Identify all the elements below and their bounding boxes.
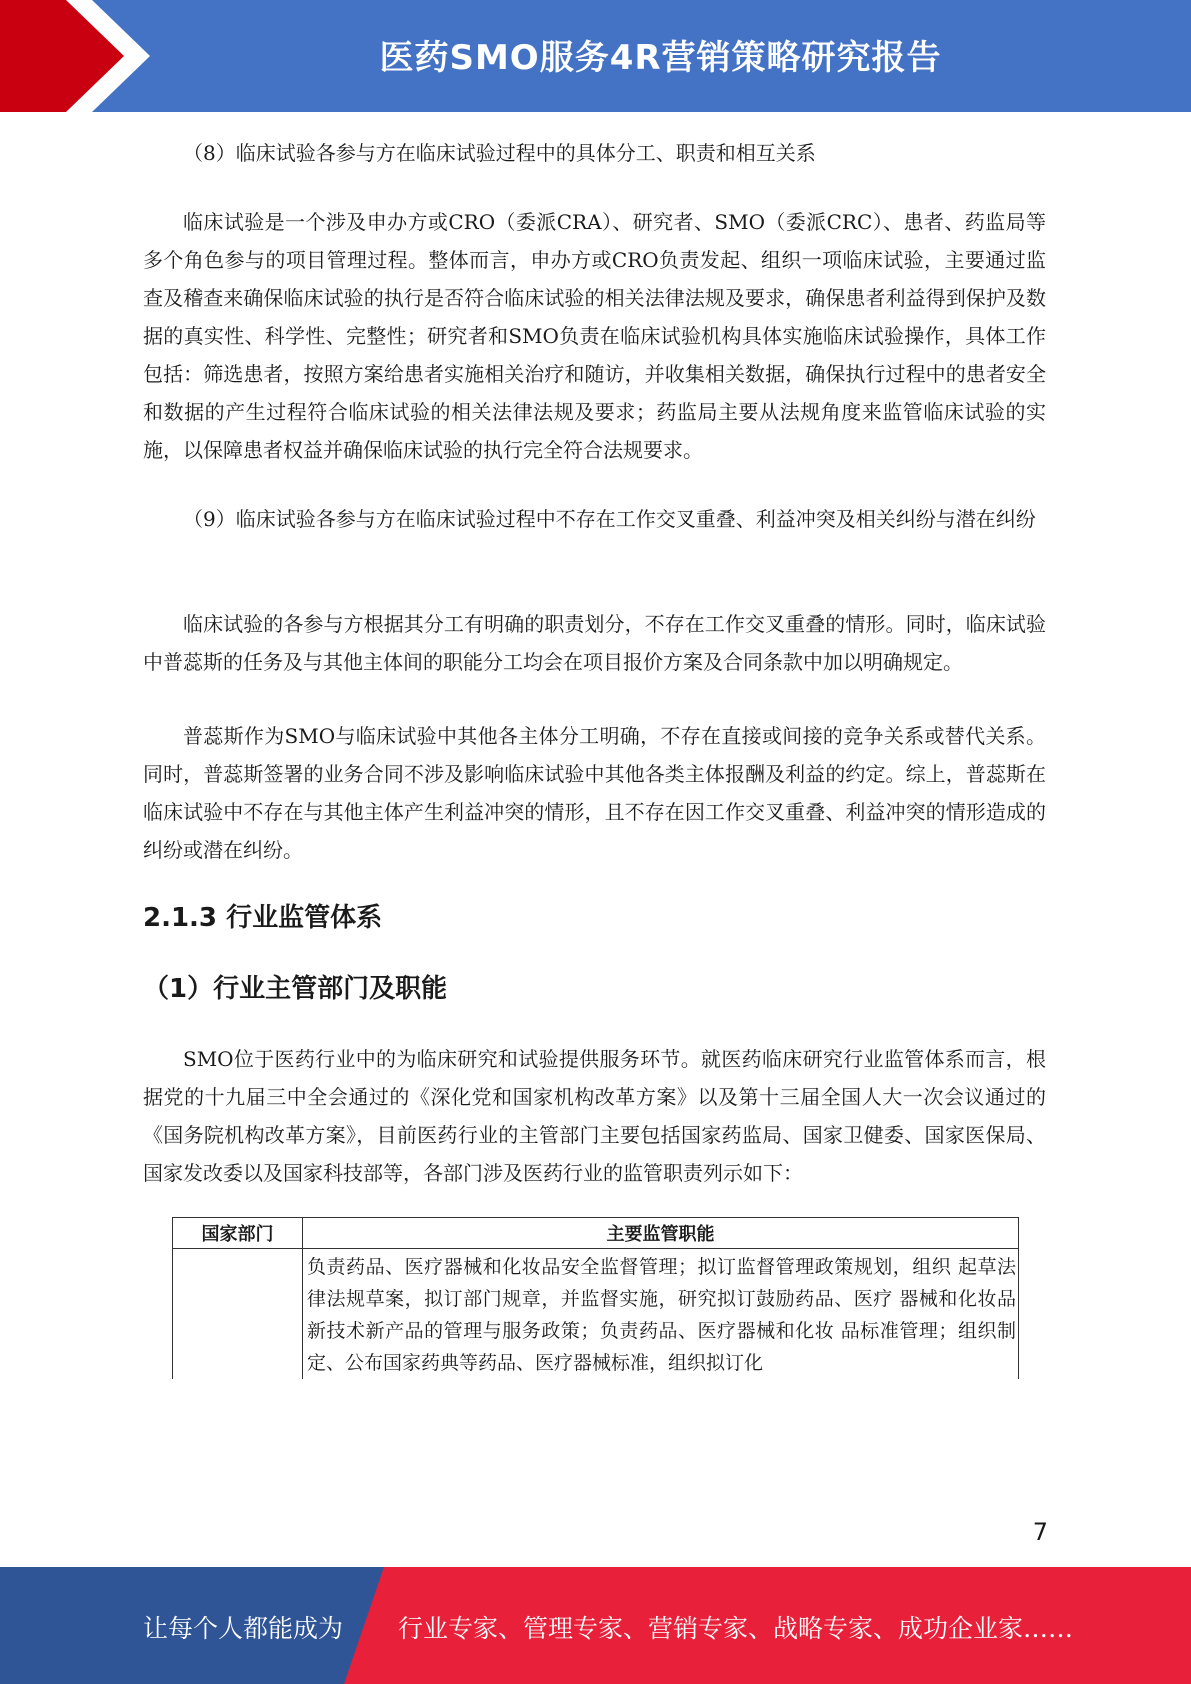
subsection-heading: （1）行业主管部门及职能 xyxy=(143,974,448,1004)
paragraph-division: 临床试验的各参与方根据其分工有明确的职责划分，不存在工作交叉重叠的情形。同时，临床试验中普蕊斯的任务及与其他主体间的职能分工均会在项目报价方案及合同条款中加以明确规定。 xyxy=(143,612,1046,674)
paragraph-no-conflict: 普蕊斯作为SMO与临床试验中其他各主体分工明确，不存在直接或间接的竞争关系或替代关系。同时，普蕊斯签署的业务合同不涉及影响临床试验中其他各类主体报酬及利益的约定。综上，普蕊斯在临床试验中不存在与其他主体产生利益冲突的情形，且不存在因工作交叉重叠、利益冲突的情形造成的纠纷或潜在纠纷。 xyxy=(143,724,1046,862)
table-cell-duty: 负责药品、医疗器械和化妆品安全监督管理；拟订监督管理政策规划，组织 起草法律法规草案，拟订部门规章，并监督实施，研究拟订鼓励药品、医疗 器械和化妆品新技术新产品的管理与服务政策；负责药品、医疗器械和化妆 品标准管理；组织制定、公布国家药典等药品、医疗器械标准，组织拟订化 xyxy=(303,1249,1019,1380)
page-number: 7 xyxy=(1032,1518,1048,1546)
page-header xyxy=(0,0,1191,112)
section-heading: 2.1.3 行业监管体系 xyxy=(143,903,383,933)
paragraph-participants: 临床试验是一个涉及申办方或CRO（委派CRA）、研究者、SMO（委派CRC）、患者、药监局等多个角色参与的项目管理过程。整体而言，申办方或CRO负责发起、组织一项临床试验，主要通过监查及稽查来确保临床试验的执行是否符合临床试验的相关法律法规及要求，确保患者利益得到保护及数据的真实性、科学性、完整性；研究者和SMO负责在临床试验机构具体实施临床试验操作，具体工作包括：筛选患者，按照方案给患者实施相关治疗和随访，并收集相关数据，确保执行过程中的患者安全和数据的产生过程符合临床试验的相关法律法规及要求；药监局主要从法规角度来监管临床试验的实施，以保障患者权益并确保临床试验的执行完全符合法规要求。 xyxy=(143,210,1046,462)
regulators-table xyxy=(172,1217,1018,1379)
footer-slogan-lead: 让每个人都能成为 xyxy=(143,1614,344,1643)
footer-slogan-roles: 行业专家、管理专家、营销专家、战略专家、成功企业家…… xyxy=(398,1614,1074,1643)
table-cell-dept xyxy=(173,1249,303,1380)
report-title: 医药SMO服务4R营销策略研究报告 xyxy=(379,38,942,78)
column-header-duty: 主要监管职能 xyxy=(303,1218,1019,1249)
table-header-row xyxy=(173,1218,1019,1249)
table-row xyxy=(173,1249,1019,1380)
paragraph-regulators: SMO位于医药行业中的为临床研究和试验提供服务环节。就医药临床研究行业监管体系而言，根据党的十九届三中全会通过的《深化党和国家机构改革方案》以及第十三届全国人大一次会议通过的《国务院机构改革方案》，目前医药行业的主管部门主要包括国家药监局、国家卫健委、国家医保局、国家发改委以及国家科技部等，各部门涉及医药行业的监管职责列示如下： xyxy=(143,1047,1046,1185)
column-header-dept: 国家部门 xyxy=(173,1218,303,1249)
page-footer xyxy=(0,1567,1191,1684)
section-item-9-title: （9）临床试验各参与方在临床试验过程中不存在工作交叉重叠、利益冲突及相关纠纷与潜在纠纷 xyxy=(183,507,1036,531)
section-item-8-title: （8）临床试验各参与方在临床试验过程中的具体分工、职责和相互关系 xyxy=(183,141,816,165)
